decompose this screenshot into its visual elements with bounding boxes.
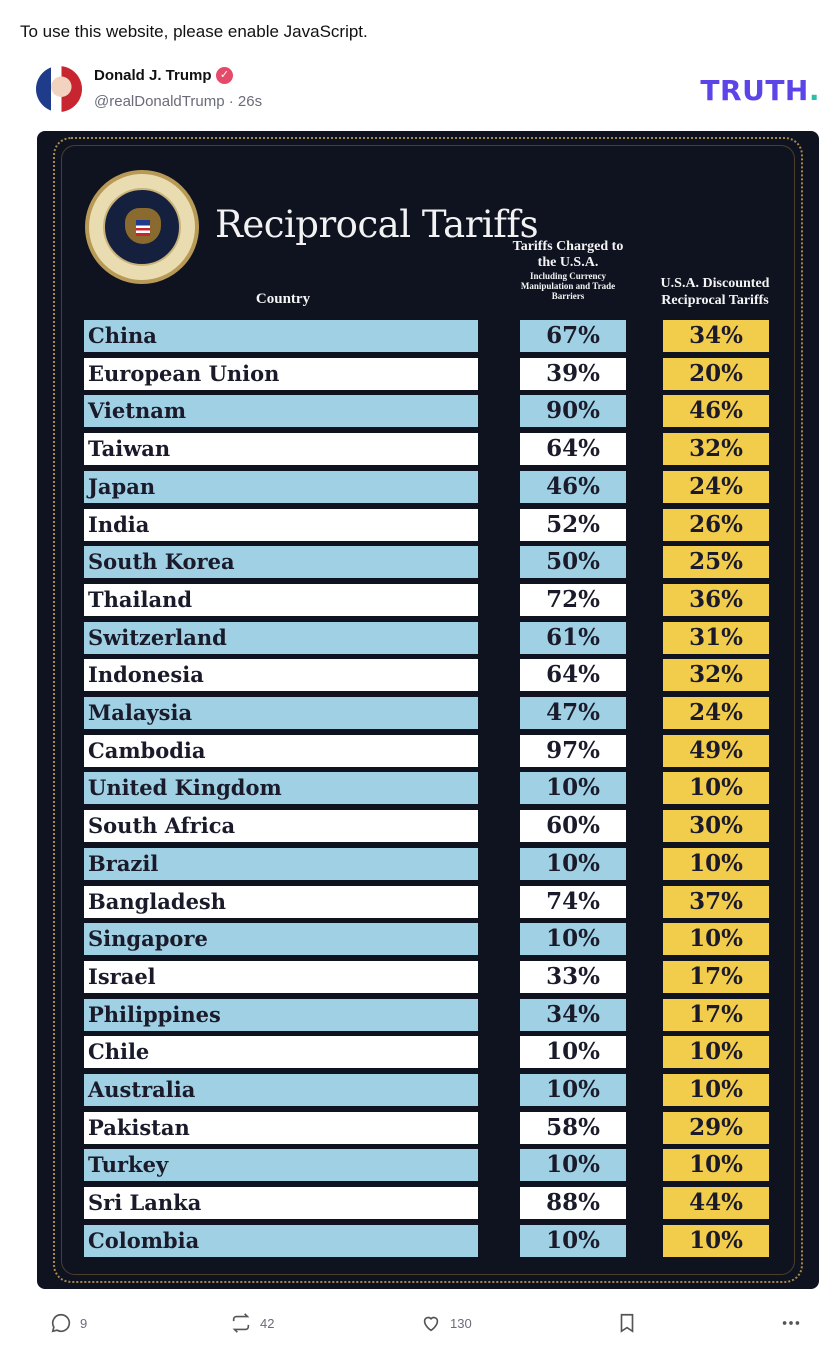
country-cell: Cambodia [84, 735, 478, 767]
action-bar [36, 1306, 820, 1340]
table-row [37, 1036, 819, 1068]
table-row [37, 1074, 819, 1106]
discounted-cell: 44% [663, 1187, 769, 1219]
table-row [37, 320, 819, 352]
discounted-cell: 24% [663, 471, 769, 503]
table-row [37, 772, 819, 804]
avatar[interactable] [36, 66, 82, 112]
country-cell: Malaysia [84, 697, 478, 729]
table-row [37, 735, 819, 767]
country-cell: Israel [84, 961, 478, 993]
discounted-cell: 10% [663, 772, 769, 804]
reply-count: 9 [80, 1315, 88, 1331]
country-cell: Pakistan [84, 1112, 478, 1144]
table-row [37, 810, 819, 842]
country-cell: Brazil [84, 848, 478, 880]
table-row [37, 622, 819, 654]
country-cell: Colombia [84, 1225, 478, 1257]
discounted-cell: 24% [663, 697, 769, 729]
column-header-country: Country [255, 291, 311, 307]
heart-icon [420, 1312, 442, 1334]
column-header-charged [505, 239, 631, 301]
table-row [37, 697, 819, 729]
discounted-cell: 30% [663, 810, 769, 842]
discounted-cell: 29% [663, 1112, 769, 1144]
discounted-cell: 34% [663, 320, 769, 352]
discounted-cell: 32% [663, 433, 769, 465]
charged-cell: 60% [520, 810, 626, 842]
post-image[interactable] [37, 131, 819, 1289]
country-cell: Switzerland [84, 622, 478, 654]
country-cell: Sri Lanka [84, 1187, 478, 1219]
column-header-discounted: U.S.A. Discounted Reciprocal Tariffs [660, 276, 770, 308]
author-handle[interactable]: @realDonaldTrump [94, 93, 225, 110]
table-row [37, 584, 819, 616]
discounted-cell: 36% [663, 584, 769, 616]
handle-line [94, 93, 262, 110]
table-row [37, 886, 819, 918]
bookmark-icon [616, 1312, 638, 1334]
discounted-cell: 46% [663, 395, 769, 427]
like-button[interactable] [420, 1310, 472, 1336]
charged-cell: 74% [520, 886, 626, 918]
country-cell: Australia [84, 1074, 478, 1106]
discounted-cell: 49% [663, 735, 769, 767]
discounted-cell: 10% [663, 1074, 769, 1106]
country-cell: China [84, 320, 478, 352]
country-cell: United Kingdom [84, 772, 478, 804]
country-cell: Vietnam [84, 395, 478, 427]
charged-cell: 33% [520, 961, 626, 993]
charged-cell: 67% [520, 320, 626, 352]
table-row [37, 848, 819, 880]
country-cell: Chile [84, 1036, 478, 1068]
charged-cell: 58% [520, 1112, 626, 1144]
table-row [37, 923, 819, 955]
charged-cell: 10% [520, 1149, 626, 1181]
retruth-icon [230, 1312, 252, 1334]
discounted-cell: 10% [663, 1149, 769, 1181]
country-cell: South Korea [84, 546, 478, 578]
discounted-cell: 37% [663, 886, 769, 918]
table-row [37, 358, 819, 390]
charged-cell: 10% [520, 1074, 626, 1106]
country-cell: India [84, 509, 478, 541]
country-cell: South Africa [84, 810, 478, 842]
charged-cell: 64% [520, 433, 626, 465]
verified-badge-icon: ✓ [216, 67, 233, 84]
charged-cell: 61% [520, 622, 626, 654]
country-cell: Philippines [84, 999, 478, 1031]
bookmark-button[interactable] [616, 1310, 646, 1336]
discounted-cell: 10% [663, 923, 769, 955]
country-cell: Taiwan [84, 433, 478, 465]
country-cell: Indonesia [84, 659, 478, 691]
country-cell: Bangladesh [84, 886, 478, 918]
charged-cell: 10% [520, 772, 626, 804]
more-options-button[interactable] [780, 1310, 810, 1336]
country-cell: European Union [84, 358, 478, 390]
author-name[interactable]: Donald J. Trump [94, 67, 212, 84]
retruth-count: 42 [260, 1315, 275, 1331]
table-row [37, 1112, 819, 1144]
table-row [37, 546, 819, 578]
table-row [37, 659, 819, 691]
table-row [37, 961, 819, 993]
logo-dot: . [808, 74, 820, 107]
post-time[interactable]: 26s [237, 93, 263, 110]
discounted-cell: 17% [663, 999, 769, 1031]
table-row [37, 999, 819, 1031]
table-row [37, 1149, 819, 1181]
country-cell: Turkey [84, 1149, 478, 1181]
more-icon [780, 1312, 802, 1334]
charged-cell: 10% [520, 848, 626, 880]
discounted-cell: 10% [663, 1036, 769, 1068]
table-row [37, 509, 819, 541]
charged-cell: 10% [520, 923, 626, 955]
charged-cell: 97% [520, 735, 626, 767]
presidential-seal-icon [85, 170, 199, 284]
noscript-message: To use this website, please enable JavaScript. [20, 22, 368, 41]
charged-cell: 46% [520, 471, 626, 503]
discounted-cell: 17% [663, 961, 769, 993]
charged-cell: 72% [520, 584, 626, 616]
table-row [37, 433, 819, 465]
charged-cell: 50% [520, 546, 626, 578]
discounted-cell: 32% [663, 659, 769, 691]
separator: · [228, 93, 234, 110]
retruth-button[interactable] [230, 1310, 274, 1336]
reply-icon [50, 1312, 72, 1334]
post-header [36, 64, 820, 116]
reply-button[interactable] [50, 1310, 87, 1336]
charged-cell: 10% [520, 1225, 626, 1257]
discounted-cell: 10% [663, 1225, 769, 1257]
charged-cell: 52% [520, 509, 626, 541]
charged-cell: 64% [520, 659, 626, 691]
country-cell: Japan [84, 471, 478, 503]
charged-cell: 47% [520, 697, 626, 729]
discounted-cell: 25% [663, 546, 769, 578]
image-title: Reciprocal Tariffs [215, 203, 539, 246]
discounted-cell: 10% [663, 848, 769, 880]
table-row [37, 1187, 819, 1219]
charged-cell: 88% [520, 1187, 626, 1219]
column-header-charged-main: Tariffs Charged to the U.S.A. [512, 239, 624, 270]
charged-cell: 10% [520, 1036, 626, 1068]
discounted-cell: 31% [663, 622, 769, 654]
discounted-cell: 26% [663, 509, 769, 541]
discounted-cell: 20% [663, 358, 769, 390]
table-row [37, 1225, 819, 1257]
column-header-charged-sub: Including Currency Manipulation and Trade Barriers [520, 271, 616, 301]
country-cell: Singapore [84, 923, 478, 955]
charged-cell: 90% [520, 395, 626, 427]
table-row [37, 471, 819, 503]
country-cell: Thailand [84, 584, 478, 616]
charged-cell: 34% [520, 999, 626, 1031]
table-row [37, 395, 819, 427]
like-count: 130 [450, 1315, 472, 1331]
charged-cell: 39% [520, 358, 626, 390]
truth-logo[interactable] [700, 74, 820, 107]
logo-text: TRUTH [700, 74, 809, 107]
